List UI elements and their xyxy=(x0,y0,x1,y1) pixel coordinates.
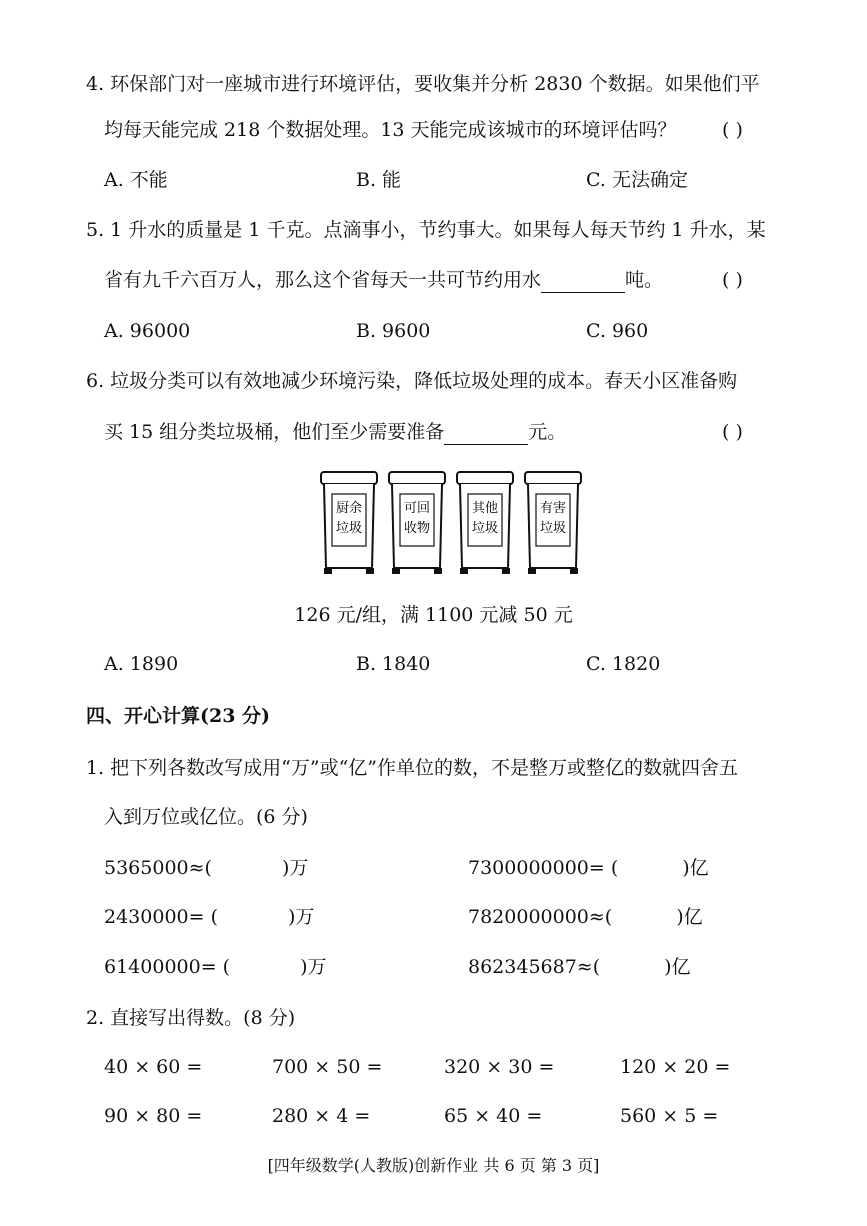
mental-math-item: 90 × 80 = xyxy=(104,1105,203,1127)
q5-option-a: A. 96000 xyxy=(104,320,191,342)
bin-kitchen-label-1: 厨余 xyxy=(335,501,363,516)
q6-answer-blank[interactable] xyxy=(444,420,528,445)
q6-answer-paren[interactable]: ( ) xyxy=(722,421,743,443)
conv-number: 862345687 xyxy=(468,956,577,978)
conv-operator: = ( xyxy=(200,956,231,978)
conversion-row-1-right xyxy=(468,856,709,880)
conversion-row-3-right xyxy=(468,955,691,979)
trash-bin-recyclable xyxy=(389,472,445,574)
q6-line2 xyxy=(104,420,566,445)
q5-line2 xyxy=(104,268,663,293)
q6-line1: 6. 垃圾分类可以有效地减少环境污染，降低垃圾处理的成本。春天小区准备购 xyxy=(86,370,738,392)
bin-recyclable-label-2: 收物 xyxy=(403,521,431,536)
conv-number: 7300000000 xyxy=(468,857,589,879)
conv-unit: )万 xyxy=(300,956,327,978)
q4-option-a: A. 不能 xyxy=(104,169,168,191)
q6-line2-unit: 元。 xyxy=(528,421,567,443)
conversion-row-3-left xyxy=(104,955,327,979)
conv-operator: = ( xyxy=(188,906,218,928)
mental-math-item: 700 × 50 = xyxy=(272,1056,383,1078)
q4-option-c: C. 无法确定 xyxy=(586,169,688,191)
q6-option-b: B. 1840 xyxy=(356,653,431,675)
bin-hazardous-label-1: 有害 xyxy=(539,501,567,516)
conversion-row-1-left xyxy=(104,856,308,880)
conv-unit: )亿 xyxy=(676,906,703,928)
mental-math-item: 40 × 60 = xyxy=(104,1056,203,1078)
q4-line1: 4. 环保部门对一座城市进行环境评估，要收集并分析 2830 个数据。如果他们平 xyxy=(86,73,760,95)
trash-bins-illustration xyxy=(318,468,583,580)
conv-unit: )亿 xyxy=(664,956,691,978)
conv-operator: ≈( xyxy=(588,906,613,928)
page-footer: [四年级数学(人教版)创新作业 共 6 页 第 3 页] xyxy=(267,1156,600,1175)
q5-line2-text: 省有九千六百万人，那么这个省每天一共可节约用水 xyxy=(104,269,542,291)
bin-hazardous-label-2: 垃圾 xyxy=(539,521,567,536)
trash-bin-hazardous xyxy=(525,472,581,574)
mental-math-item: 320 × 30 = xyxy=(444,1056,555,1078)
conv-operator: ≈( xyxy=(576,956,601,978)
q5-option-b: B. 9600 xyxy=(356,320,431,342)
trash-bin-other xyxy=(457,472,513,574)
q5-answer-paren[interactable]: ( ) xyxy=(722,269,743,291)
bin-recyclable-label-1: 可回 xyxy=(403,501,431,516)
q5-answer-blank[interactable] xyxy=(541,268,625,293)
s4-q1-line2: 入到万位或亿位。(6 分) xyxy=(104,806,308,828)
s4-q2-title: 2. 直接写出得数。(8 分) xyxy=(86,1007,296,1029)
bin-kitchen-label-2: 垃圾 xyxy=(335,521,363,536)
bins-price-caption: 126 元/组，满 1100 元减 50 元 xyxy=(294,604,573,626)
conv-unit: )亿 xyxy=(682,857,709,879)
q4-answer-paren[interactable]: ( ) xyxy=(722,119,743,141)
conversion-row-2-right xyxy=(468,905,703,929)
q4-line2: 均每天能完成 218 个数据处理。13 天能完成该城市的环境评估吗？ xyxy=(104,119,677,141)
trash-bin-kitchen xyxy=(321,472,377,574)
mental-math-item: 65 × 40 = xyxy=(444,1105,543,1127)
mental-math-item: 560 × 5 = xyxy=(620,1105,719,1127)
conv-unit: )万 xyxy=(281,857,309,879)
conv-number: 5365000 xyxy=(104,857,189,879)
section4-title: 四、开心计算(23 分) xyxy=(86,705,271,727)
q6-line2-text: 买 15 组分类垃圾桶，他们至少需要准备 xyxy=(104,421,445,443)
conv-number: 61400000 xyxy=(104,956,201,978)
conv-number: 2430000 xyxy=(104,906,189,928)
conv-number: 7820000000 xyxy=(468,906,589,928)
q5-option-c: C. 960 xyxy=(586,320,649,342)
q4-option-b: B. 能 xyxy=(356,169,402,191)
bin-other-label-1: 其他 xyxy=(471,501,499,516)
q5-line1: 5. 1 升水的质量是 1 千克。点滴事小，节约事大。如果每人每天节约 1 升水，某 xyxy=(86,219,766,241)
bin-other-label-2: 垃圾 xyxy=(471,521,499,536)
q6-option-a: A. 1890 xyxy=(104,653,179,675)
mental-math-item: 280 × 4 = xyxy=(272,1105,371,1127)
mental-math-item: 120 × 20 = xyxy=(620,1056,731,1078)
conv-unit: )万 xyxy=(288,906,315,928)
s4-q1-line1: 1. 把下列各数改写成用“万”或“亿”作单位的数，不是整万或整亿的数就四舍五 xyxy=(86,757,739,779)
q5-line2-unit: 吨。 xyxy=(625,269,664,291)
conv-operator: = ( xyxy=(588,857,619,879)
conv-operator: ≈( xyxy=(188,857,212,879)
conversion-row-2-left xyxy=(104,905,314,929)
q6-option-c: C. 1820 xyxy=(586,653,661,675)
